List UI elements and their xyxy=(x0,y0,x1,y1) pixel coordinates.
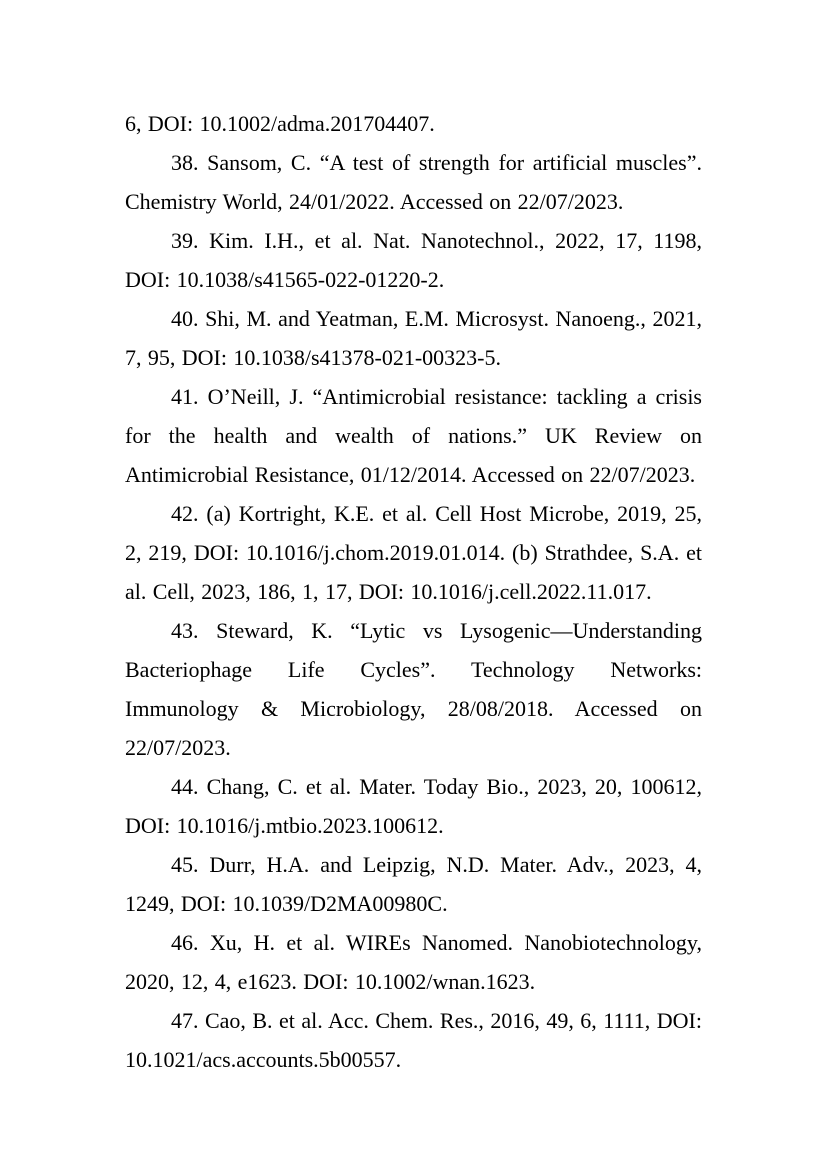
reference-entry: 6, DOI: 10.1002/adma.201704407. xyxy=(125,111,435,136)
reference-entry: 46. Xu, H. et al. WIREs Nanomed. Nanobiotechnology, 2020, 12, 4, e1623. DOI: 10.1002/wnan.1623. xyxy=(125,930,702,994)
reference-entry: 39. Kim. I.H., et al. Nat. Nanotechnol., 2022, 17, 1198, DOI: 10.1038/s41565-022-01220-2. xyxy=(125,228,702,292)
references-list xyxy=(125,104,702,1079)
reference-entry: 47. Cao, B. et al. Acc. Chem. Res., 2016, 49, 6, 1111, DOI: 10.1021/acs.accounts.5b00557. xyxy=(125,1008,702,1072)
reference-entry: 43. Steward, K. “Lytic vs Lysogenic—Understanding Bacteriophage Life Cycles”. Technology Networks: Immunology & Microbiology, 28/08/2018. Accessed on 22/07/2023. xyxy=(125,618,702,760)
reference-entry: 41. O’Neill, J. “Antimicrobial resistance: tackling a crisis for the health and wealth of nations.” UK Review on Antimicrobial Resistance, 01/12/2014. Accessed on 22/07/2023. xyxy=(125,384,702,487)
reference-entry: 45. Durr, H.A. and Leipzig, N.D. Mater. Adv., 2023, 4, 1249, DOI: 10.1039/D2MA00980C. xyxy=(125,852,702,916)
reference-entry: 38. Sansom, C. “A test of strength for artificial muscles”. Chemistry World, 24/01/2022. Accessed on 22/07/2023. xyxy=(125,150,702,214)
reference-entry: 44. Chang, C. et al. Mater. Today Bio., 2023, 20, 100612, DOI: 10.1016/j.mtbio.2023.100612. xyxy=(125,774,702,838)
reference-entry: 40. Shi, M. and Yeatman, E.M. Microsyst. Nanoeng., 2021, 7, 95, DOI: 10.1038/s41378-021-00323-5. xyxy=(125,306,702,370)
reference-entry: 42. (a) Kortright, K.E. et al. Cell Host Microbe, 2019, 25, 2, 219, DOI: 10.1016/j.chom.2019.01.014. (b) Strathdee, S.A. et al. Cell, 2023, 186, 1, 17, DOI: 10.1016/j.cell.2022.11.017. xyxy=(125,501,702,604)
